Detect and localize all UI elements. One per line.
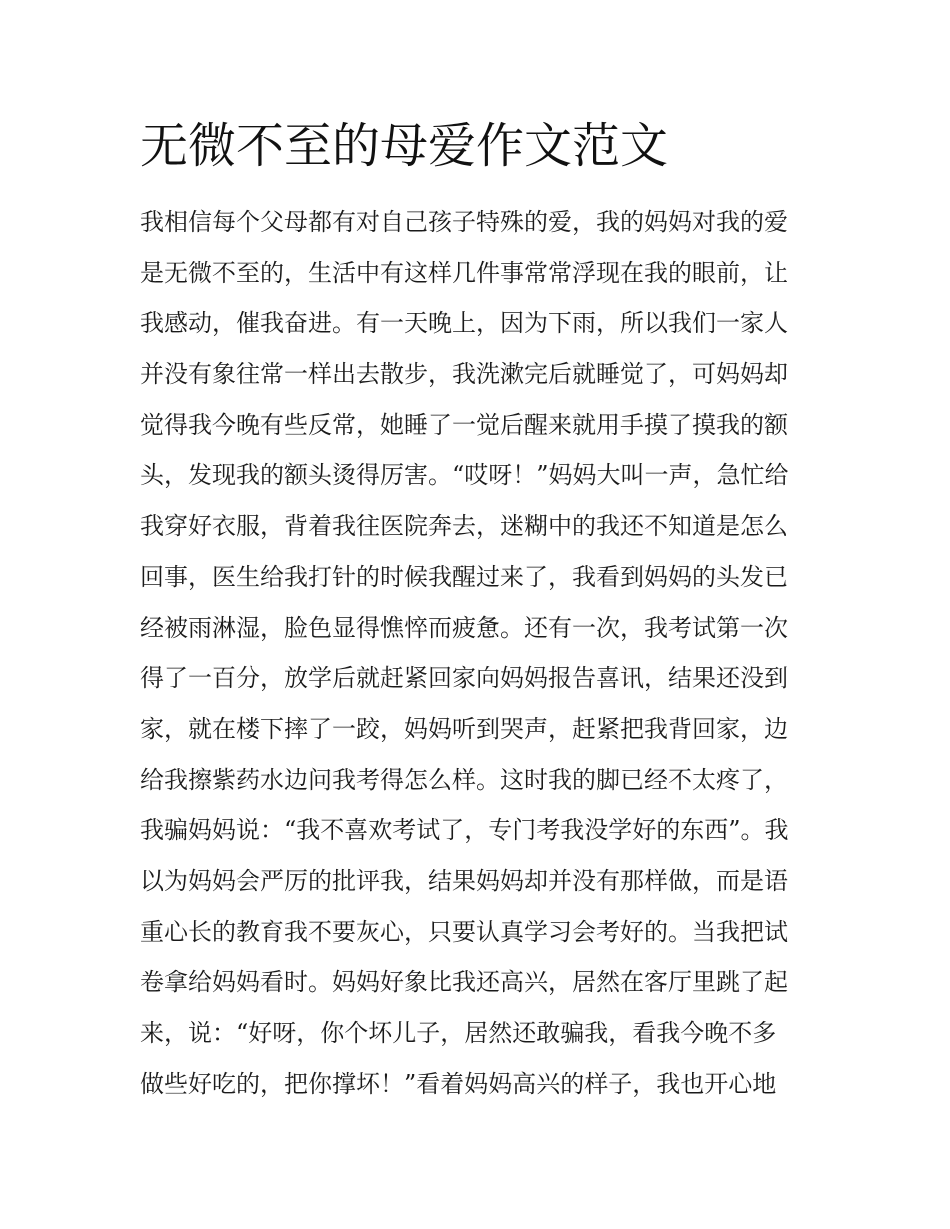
- body-line-17: 来，说：“好呀，你个坏儿子，居然还敢骗我，看我今晚不多: [140, 1019, 777, 1047]
- body-line-5: 觉得我今晚有些反常，她睡了一觉后醒来就用手摸了摸我的额: [140, 410, 788, 439]
- body-line-13: 我骗妈妈说：“我不喜欢考试了，专门考我没学好的东西”。我: [140, 816, 789, 845]
- body-line-1: 我相信每个父母都有对自己孩子特殊的爱，我的妈妈对我的爱: [140, 208, 788, 236]
- body-line-8: 回事，医生给我打针的时候我醒过来了，我看到妈妈的头发已: [140, 562, 788, 591]
- body-line-2: 是无微不至的，生活中有这样几件事常常浮现在我的眼前，让: [140, 258, 788, 287]
- body-line-18: 做些好吃的，把你撑坏！”看着妈妈高兴的样子，我也开心地: [140, 1069, 777, 1098]
- body-line-9: 经被雨淋湿，脸色显得憔悴而疲惫。还有一次，我考试第一次: [140, 613, 788, 642]
- body-line-6: 头，发现我的额头烫得厉害。“哎呀！”妈妈大叫一声，急忙给: [140, 461, 789, 490]
- document-title: 无微不至的母爱作文范文: [140, 118, 669, 174]
- body-line-3: 我感动，催我奋进。有一天晚上，因为下雨，所以我们一家人: [140, 309, 788, 338]
- body-line-15: 重心长的教育我不要灰心，只要认真学习会考好的。当我把试: [140, 917, 788, 946]
- body-line-4: 并没有象往常一样出去散步，我洗漱完后就睡觉了，可妈妈却: [140, 360, 788, 389]
- body-line-7: 我穿好衣服，背着我往医院奔去，迷糊中的我还不知道是怎么: [140, 512, 788, 541]
- body-line-11: 家，就在楼下摔了一跤，妈妈听到哭声，赶紧把我背回家，边: [140, 714, 788, 743]
- body-line-14: 以为妈妈会严厉的批评我，结果妈妈却并没有那样做，而是语: [140, 866, 788, 895]
- body-line-12: 给我擦紫药水边问我考得怎么样。这时我的脚已经不太疼了，: [140, 765, 788, 794]
- essay-body: [140, 197, 820, 1109]
- body-line-16: 卷拿给妈妈看时。妈妈好象比我还高兴，居然在客厅里跳了起: [140, 968, 788, 997]
- body-line-10: 得了一百分，放学后就赶紧回家向妈妈报告喜讯，结果还没到: [140, 664, 788, 693]
